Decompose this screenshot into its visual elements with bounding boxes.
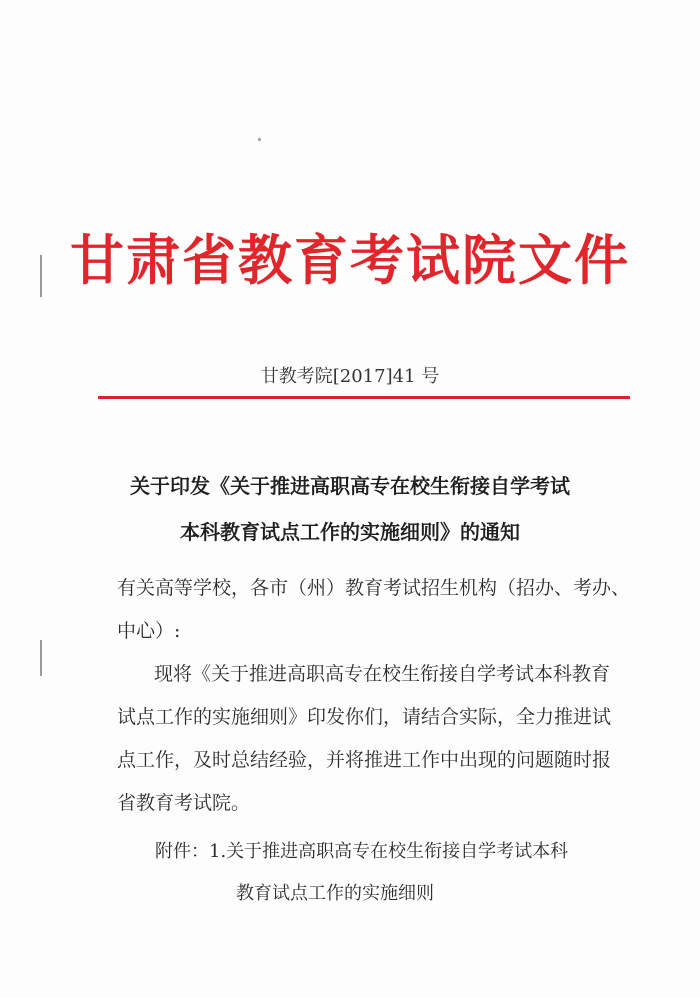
- issuer-header-title: 甘肃省教育考试院文件: [70, 228, 630, 292]
- scan-artifact: [258, 138, 261, 141]
- paragraph-line-3: 点工作，及时总结经验，并将推进工作中出现的问题随时报: [117, 749, 612, 771]
- notice-title-line-1: 关于印发《关于推进高职高专在校生衔接自学考试: [130, 474, 570, 498]
- recipients-line-1: 有关高等学校，各市（州）教育考试招生机构（招办、考办、: [117, 577, 631, 599]
- attachment-line-1: 附件：1.关于推进高职高专在校生衔接自学考试本科: [155, 841, 569, 862]
- paragraph-line-1: 现将《关于推进高职高专在校生衔接自学考试本科教育: [154, 663, 611, 685]
- document-number: 甘教考院[2017]41 号: [260, 366, 440, 387]
- paragraph-line-2: 试点工作的实施细则》印发你们，请结合实际，全力推进试: [117, 706, 612, 728]
- recipients-line-2: 中心）:: [117, 620, 181, 642]
- attachment-line-2: 教育试点工作的实施细则: [236, 883, 434, 904]
- paragraph-line-4: 省教育考试院。: [117, 792, 251, 814]
- red-divider-line: [98, 396, 630, 399]
- scan-artifact: [40, 640, 42, 676]
- notice-title-line-2: 本科教育试点工作的实施细则》的通知: [180, 520, 520, 544]
